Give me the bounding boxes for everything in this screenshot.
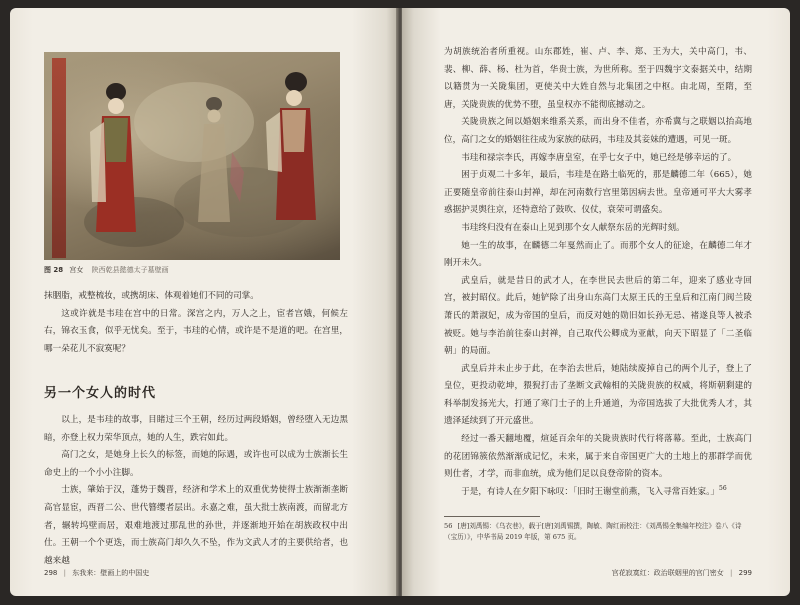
paragraph: 韦珪和禄宗李氏，再嫁李唐皇室，在乎七女子中，她已经是够幸运的了。	[461, 152, 737, 163]
paragraph: 抹胭脂，戒整梳妆，或携胡床、体观着她们不同的司掌。	[44, 291, 259, 301]
left-running-head: 298 | 东我来：壁画上的中国史	[44, 569, 150, 577]
left-book-title: 东我来：壁画上的中国史	[72, 569, 150, 577]
paragraph: 这或许就是韦珪在宫中的日常。深宫之内，万人之上，宦者宫娥，何候左右，锦衣玉食，似乎无忧矣。至于，韦珪的心情，或许是不是道的吧。在宫里，哪一朵花儿不寂寞呢？	[44, 308, 348, 354]
paragraph: 困于贞观二十多年，最后，韦珪是在路土临死的，那是麟德二年（665），她正要随皇帝前往泰山封禅，却在河南数行宫里第因病去世。皇帝通可平大大雾孝惑据护灵舆往京，还特意给了鼓吹、仪仗，衰荣可谓盛矣。	[444, 170, 752, 216]
right-page	[402, 8, 790, 596]
footnote-mark: 56	[444, 522, 453, 530]
right-chapter-title: 宫花寂寞红：政治联姻里的宫门密女	[611, 569, 724, 577]
paragraph: 为胡族统治者所重视。山东郡姓，崔、卢、李、郑、王为大，关中高门，韦、裴、柳、薛、杨、杜为首，华贵士族，为世所称。至于四魏宇文泰据关中，结期以籍贯为一关陇集团，更使关中大姓自然与北集团之中枢。由北周，至隋，至唐，关陇贵族的优势不堕，虽皇权亦不能彻底撼动之。	[444, 47, 752, 110]
paragraph: 高门之女，是她身上长久的标签，而她的际遇，或许也可以成为士族渐长生命史上的一个小小注脚。	[44, 450, 348, 478]
paragraph: 武皇后，就是昔日的武才人，在李世民去世后的第二年，迎来了感业寺回宫，被封昭仪。此后，她铲除了出身山东高门太原王氏的王皇后和江南门阀兰陵萧氏的萧淑妃，成为帝国的皇后，而反对她的勋旧如长孙无忌、褚遂良等人被杀被贬。她与李治前往泰山封禅，自己取代公卿成为亚献，向天下昭显了「二圣临朝」的局面。	[444, 275, 752, 357]
paragraph: 以上，是韦珪的故事，目睹过三个王朝，经历过两段婚姻，曾经堕入无边黑暗，亦登上权力荣华顶点，她的人生，跌宕如此。	[44, 415, 348, 443]
left-page	[10, 8, 398, 596]
figure-number: 图 28	[44, 266, 64, 274]
footnote-ref: 56	[719, 484, 727, 492]
paragraph-text: 于是，有诗人在夕阳下咏叹：「旧时王谢堂前燕，飞入寻常百姓家。」	[461, 486, 719, 497]
section-title: 另一个女人的时代	[44, 386, 157, 401]
left-page-number: 298	[44, 569, 58, 577]
paragraph: 关陇贵族之间以婚姻来维系关系，而出身不佳者，亦希冀与之联姻以抬高地位，高门之女的婚姻往往成为家族的砝码，韦珪及其妾妹的遭遇，可见一斑。	[444, 117, 752, 145]
footnote-rule	[444, 516, 540, 517]
right-running-head: 宫花寂寞红：政治联姻里的宫门密女 | 299	[611, 569, 752, 577]
figure-title: 宫女	[69, 266, 84, 274]
paragraph: 她一生的故事，在麟德二年戛然而止了。而那个女人的征途，在麟德二年才刚开未久。	[444, 240, 752, 269]
figure-source: 陕西乾县懿德太子墓壁画	[91, 266, 169, 274]
right-body	[444, 44, 752, 501]
paragraph: 经过一番天翻地覆，煊延百余年的关陇贵族时代行将落幕。至此，士族高门的花团锦簇依然渐渐成记忆，未来，属于来自帝国更广大的土地上的那群学而优则仕者，才学，而非血统，成为他们足以良登帝阶的资本。	[444, 434, 752, 480]
mural-figures	[44, 52, 340, 260]
paragraph-last	[444, 484, 752, 502]
footnote	[444, 521, 752, 543]
right-page-number: 299	[738, 569, 752, 577]
left-body-1	[44, 288, 348, 358]
paragraph: 韦珪终归没有在泰山上见到那个女人献祭东岳的光辉时刻。	[461, 222, 685, 233]
paragraph: 武皇后并未止步于此，在李治去世后，她陆续废掉自己的两个儿子，登上了皇位，更投动乾坤，猥猊打击了垄断文武翰相的关陇贵族的权威，将斯朝剩建的科举制发扬光大，打通了寒门士子的上升通道，为帝国选拔了大批优秀人才，其遗泽延续到了开元盛世。	[444, 363, 752, 427]
mural-photo	[44, 52, 340, 260]
footnote-text: [唐]刘禹锡：《乌衣巷》，载于[唐]刘禹锡撰，陶敏、陶红雨校注：《刘禹锡全集编年校注》卷八《诗（宝历）》，中华书局 2019 年版，第 675 页。	[444, 522, 742, 541]
left-body-2	[44, 412, 348, 570]
figure-caption	[44, 265, 344, 275]
paragraph: 士族，肇始于汉，蓬势于魏晋，经济和学术上的双重优势使得士族渐渐垄断高官显宦，西晋二公、世代簪缨者层出。永嘉之难，虽大批士族南渡，而留北方者，辗转坞壁而居，艰难地渡过那乱世的孙世，并逐渐地开始在胡族政权中出仕。王朝一个个更迭，而士族高门却久久不坠，作为文武人才的主要供给者，也越来越	[44, 485, 348, 566]
